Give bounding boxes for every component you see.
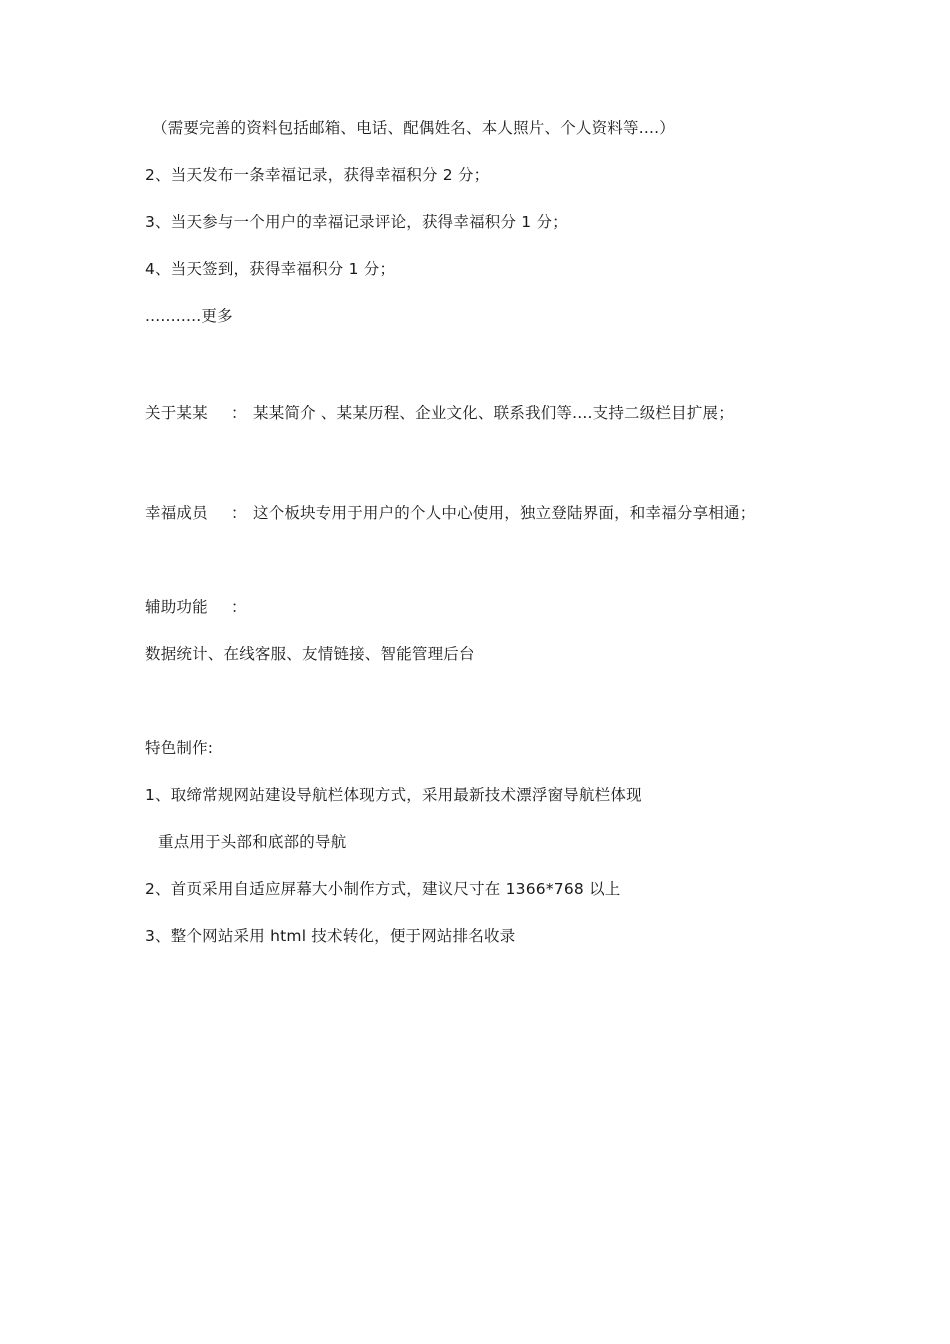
about-text: 某某简介 、某某历程、企业文化、联系我们等....支持二级栏目扩展； — [253, 404, 734, 422]
aux-row — [145, 597, 253, 617]
more-text: ...........更多 — [145, 307, 233, 325]
profile-note: （需要完善的资料包括邮箱、电话、配偶姓名、本人照片、个人资料等....） — [152, 119, 675, 137]
feature-item-1: 1、取缔常规网站建设导航栏体现方式，采用最新技术漂浮窗导航栏体现 — [145, 786, 642, 804]
points-rule-4: 4、当天签到，获得幸福积分 1 分； — [145, 260, 396, 278]
aux-label: 辅助功能 — [145, 598, 208, 616]
points-rule-3: 3、当天参与一个用户的幸福记录评论，获得幸福积分 1 分； — [145, 213, 568, 231]
members-row — [145, 503, 755, 523]
aux-colon: ： — [231, 598, 247, 616]
feature-item-2: 2、首页采用自适应屏幕大小制作方式，建议尺寸在 1366*768 以上 — [145, 880, 621, 898]
feature-item-3: 3、整个网站采用 html 技术转化，便于网站排名收录 — [145, 927, 516, 945]
about-label: 关于某某 — [145, 404, 208, 422]
members-colon: ： — [231, 504, 247, 522]
feature-item-1-detail: 重点用于头部和底部的导航 — [158, 833, 347, 851]
aux-text: 数据统计、在线客服、友情链接、智能管理后台 — [145, 645, 475, 663]
points-rule-2: 2、当天发布一条幸福记录，获得幸福积分 2 分； — [145, 166, 490, 184]
members-label: 幸福成员 — [145, 504, 208, 522]
about-colon: ： — [231, 404, 247, 422]
members-text: 这个板块专用于用户的个人中心使用，独立登陆界面，和幸福分享相通； — [253, 504, 756, 522]
about-row — [145, 403, 734, 423]
features-title: 特色制作: — [145, 739, 214, 757]
